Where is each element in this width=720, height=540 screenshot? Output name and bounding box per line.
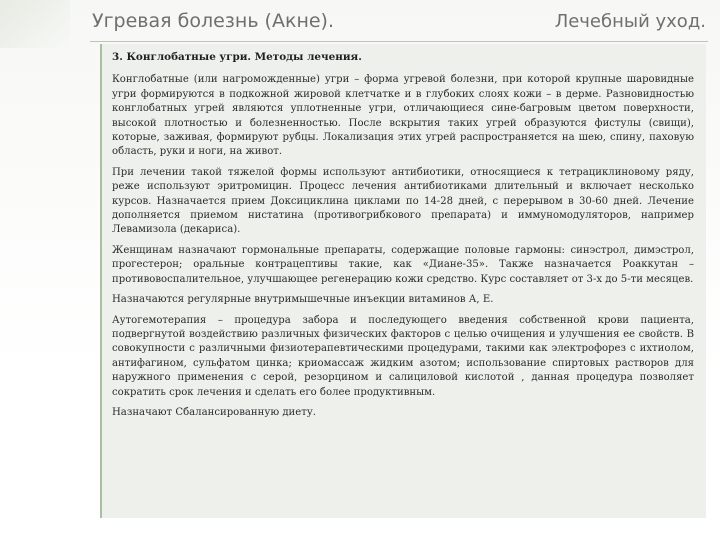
paragraph-description: Конглобатные (или нагроможденные) угри – форма угревой болезни, при которой крупные шаровидные угри формируются в подкожной жировой клетчатке и в глубоких слоях кожи – в дерме. Разновидностью конглобатных угрей являются уплотненные угри, отличающиеся сине-багровым цветом поверхности, высокой плотностью и болезненностью. После вскрытия таких угрей образуются фистулы (свищи), которые, заживая, формируют рубцы. Локализация этих угрей распространяется на шею, спину, паховую область, руки и ноги, на живот. — [112, 74, 694, 158]
paragraph-vitamins: Назначаются регулярные внутримышечные инъекции витаминов А, Е. — [112, 294, 494, 306]
content-panel — [100, 44, 706, 518]
paragraph-diet: Назначают Сбалансированную диету. — [112, 406, 316, 418]
slide-subtitle: Лечебный уход. — [554, 11, 706, 32]
paragraph-autohemotherapy: Аутогемотерапия – процедура забора и последующего введения собственной крови пациента, подвергнутой воздействию различных физических факторов с целью очищения и улучшения ее свойств. В совокупности с различными физиотерапевтическими процедурами, такими как электрофорез с ихтиолом, антифагином, сульфатом цинка; криомассаж жидким азотом; использование спиртовых растворов для наружного применения с серой, резорцином и салициловой кислотой , данная процедура позволяет сократить срок лечения и сделать его более продуктивным. — [112, 314, 694, 398]
section-heading: 3. Конглобатные угри. Методы лечения. — [112, 51, 362, 63]
paragraph-antibiotics: При лечении такой тяжелой формы используют антибиотики, относящиеся к тетрациклиновому ряду, реже используют эритромицин. Процесс лечения антибиотиками длительный и включает несколько курсов. Назначается прием Доксициклина циклами по 14-28 дней, с перерывом в 30-60 дней. Лечение дополняется приемом нистатина (противогрибкового препарата) и иммуномодуляторов, например Левамизола (декариса). — [112, 166, 694, 236]
slide-header — [0, 0, 720, 44]
slide-title: Угревая болезнь (Акне). — [92, 10, 335, 32]
paragraph-hormones: Женщинам назначают гормональные препараты, содержащие половые гармоны: синэстрол, димэстрол, прогестерон; оральные контрацептивы такие, как «Диане-35». Также назначается Роаккутан – противовоспалительное, улучшающее регенерацию кожи средство. Курс составляет от 3-х до 5-ти месяцев. — [112, 244, 694, 285]
header-divider — [90, 41, 708, 42]
